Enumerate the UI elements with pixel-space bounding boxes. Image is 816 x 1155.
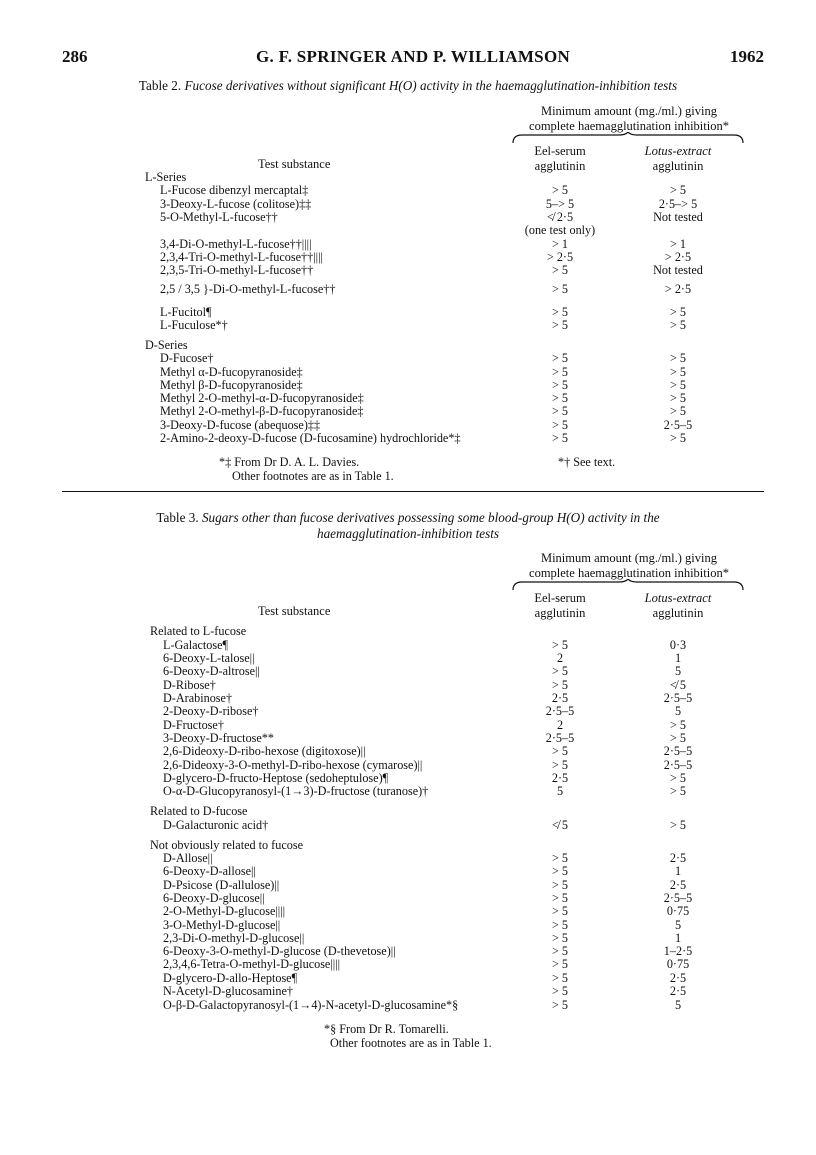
table2-row [0,171,816,184]
table3-row [0,732,816,745]
table3-row-substance: 6-Deoxy-D-glucose|| [163,891,265,905]
table3-row [0,892,816,905]
table3-row [0,985,816,998]
table3-row-lotus-value: 2·5–5 [663,691,693,705]
table2-row-lotus-value: > 5 [669,431,686,445]
table2-row [0,264,816,277]
table2-row [0,339,816,352]
table3-row [0,759,816,772]
table2-row [0,432,816,445]
table3-row [0,932,816,945]
table3-row-lotus-value: 0·75 [666,957,690,971]
table3-row-eel-value: > 5 [551,638,568,652]
table3-row-eel-value: > 5 [551,664,568,678]
table2-row-substance: 5-O-Methyl-L-fucose†† [160,210,278,224]
table2-row-substance: Methyl β-D-fucopyranoside‡ [160,378,303,392]
table3-row-substance: O-α-D-Glucopyranosyl-(1→3)-D-fructose (turanose)† [163,784,429,798]
table3-row-substance: D-Psicose (D-allulose)|| [163,878,280,892]
table2-row-substance: L-Fucitol¶ [160,305,212,319]
table3-caption-label: Table 3. [156,510,199,525]
table3-test-substance-heading: Test substance [258,604,331,618]
table3-row-lotus-value: 1–2·5 [663,944,693,958]
table3-row-eel-value: > 5 [551,931,568,945]
table3-row-substance: Not obviously related to fucose [150,838,303,852]
table3-row-eel-value: > 5 [551,891,568,905]
table2-row [0,238,816,251]
table3-row [0,785,816,798]
table2-row-substance: 3-Deoxy-L-fucose (colitose)‡‡ [160,197,312,211]
table2-minamount-heading [503,104,755,134]
table2-row-eel-value: (one test only) [524,223,596,237]
table3-footnote-other: Other footnotes are as in Table 1. [330,1036,492,1050]
table3-row-eel-value: > 5 [551,971,568,985]
table3-row-substance: 6-Deoxy-3-O-methyl-D-glucose (D-thevetose)|| [163,944,396,958]
table3-row [0,852,816,865]
table3-row-lotus-value: 0·75 [666,904,690,918]
table3-row-substance: 2,3-Di-O-methyl-D-glucose|| [163,931,305,945]
table2-col-lotus [630,144,726,174]
table2-col-lotus-line1: Lotus-extract [644,144,712,158]
table3-row-substance: L-Galactose¶ [163,638,229,652]
table3-row-eel-value: > 5 [551,851,568,865]
table3-row-lotus-value: ≮ 5 [669,678,686,692]
table3-heading-brace [512,579,744,591]
table3-row [0,705,816,718]
table2-row-eel-value: > 5 [551,431,568,445]
table3-col-lotus-line2: agglutinin [652,606,704,620]
table3-row [0,972,816,985]
table3-row [0,919,816,932]
table3-row [0,665,816,678]
table2-row-eel-value: > 5 [551,183,568,197]
table3-row [0,999,816,1012]
table3-row-lotus-value: 5 [674,704,682,718]
table2-row-eel-value: > 5 [551,351,568,365]
table2-row-lotus-value: Not tested [653,263,703,277]
table2-row-lotus-value: Not tested [653,210,703,224]
table2-row-substance: 2,3,4-Tri-O-methyl-L-fucose††|||| [160,250,323,264]
table2-minamount-line1: Minimum amount (mg./ml.) giving [540,104,718,118]
table3-row-substance: D-Ribose† [163,678,216,692]
table3-row [0,879,816,892]
table3-row [0,719,816,732]
table2-row-substance: Methyl 2-O-methyl-α-D-fucopyranoside‡ [160,391,364,405]
table3-row [0,945,816,958]
table2-row-eel-value: > 5 [551,418,568,432]
table3-row [0,839,816,852]
table3-row-substance: 3-O-Methyl-D-glucose|| [163,918,281,932]
table3-row [0,679,816,692]
table2-row-eel-value: > 5 [551,378,568,392]
table3-row-substance: 6-Deoxy-D-allose|| [163,864,256,878]
table3-row-eel-value: > 5 [551,678,568,692]
table2-heading-brace [512,132,744,144]
table2-row [0,224,816,237]
table3-row-substance: D-glycero-D-allo-Heptose¶ [163,971,298,985]
table3-row-eel-value: 2·5–5 [545,731,575,745]
table2-row-eel-value: > 1 [551,237,568,251]
table2-col-eel-line1: Eel-serum [534,144,586,158]
table2-row-lotus-value: > 5 [669,305,686,319]
table3-row-lotus-value: 2·5 [669,851,687,865]
table3-row-substance: 3-Deoxy-D-fructose** [163,731,275,745]
table3-row-substance: D-Allose|| [163,851,213,865]
table2-row-eel-value: > 5 [551,404,568,418]
table2-row-lotus-value: > 5 [669,318,686,332]
section-divider [62,491,764,492]
table3-row-substance: O-β-D-Galactopyranosyl-(1→4)-N-acetyl-D-glucosamine*§ [163,998,459,1012]
table2-row-substance: 2-Amino-2-deoxy-D-fucose (D-fucosamine) hydrochloride*‡ [160,431,461,445]
table3-row-eel-value: 2·5 [551,691,569,705]
table2-row-eel-value: > 5 [551,263,568,277]
table2-row-substance: 2,3,5-Tri-O-methyl-L-fucose†† [160,263,314,277]
table3-row-substance: D-Arabinose† [163,691,233,705]
table3-footnote-tomarelli: *§ From Dr R. Tomarelli. [324,1022,449,1036]
table3-row-eel-value: 2 [556,718,564,732]
table2-row-lotus-value: > 2·5 [664,282,692,296]
table2-row [0,366,816,379]
table2-caption-label: Table 2. [138,78,182,93]
table3-row-eel-value: 2·5 [551,771,569,785]
page-header [62,47,764,69]
table3-row-lotus-value: 1 [674,864,682,878]
table3-row-lotus-value: > 5 [669,731,686,745]
table3-row-eel-value: > 5 [551,918,568,932]
table3-row [0,958,816,971]
table3-row-lotus-value: 2·5 [669,971,687,985]
table2-caption-text: Fucose derivatives without significant H(O) activity in the haemagglutination-inhibition tests [184,78,678,93]
table3-row-eel-value: > 5 [551,944,568,958]
table2-row-lotus-value: > 2·5 [664,250,692,264]
table3-row [0,639,816,652]
table3-col-eel [519,591,601,621]
table3-row-eel-value: > 5 [551,984,568,998]
table3-row-eel-value: > 5 [551,864,568,878]
table3-minamount-heading [503,551,755,581]
table3-row-lotus-value: > 5 [669,771,686,785]
table2-row [0,184,816,197]
year: 1962 [730,47,764,66]
table2-row-substance: L-Fuculose*† [160,318,228,332]
table2-row-eel-value: ≮ 2·5 [546,210,574,224]
table3-row-lotus-value: 5 [674,664,682,678]
table3-row [0,905,816,918]
table2-row-eel-value: 5–> 5 [545,197,575,211]
table3-row-lotus-value: 5 [674,918,682,932]
table3-row-lotus-value: 2·5 [669,984,687,998]
table3-row-substance: 6-Deoxy-L-talose|| [163,651,255,665]
table3-row-substance: 2-O-Methyl-D-glucose|||| [163,904,286,918]
table3-row-lotus-value: 2·5 [669,878,687,892]
table3-row-substance: 2,6-Dideoxy-D-ribo-hexose (digitoxose)|| [163,744,366,758]
table2-row-lotus-value: 2·5–> 5 [658,197,698,211]
table2-footnote-davies: *‡ From Dr D. A. L. Davies. [219,455,360,469]
table2-row-lotus-value: > 1 [669,237,686,251]
table3-row-lotus-value: 0·3 [669,638,687,652]
table2-row-substance: Methyl 2-O-methyl-β-D-fucopyranoside‡ [160,404,364,418]
running-authors: G. F. SPRINGER AND P. WILLIAMSON [255,47,571,66]
table3-row-eel-value: ≮ 5 [551,818,568,832]
table3-row-substance: D-Fructose† [163,718,224,732]
table3-row-lotus-value: 2·5–5 [663,758,693,772]
table2-row-substance: 3-Deoxy-D-fucose (abequose)‡‡ [160,418,321,432]
table2-row-lotus-value: > 5 [669,404,686,418]
table2-row-substance: 2,5 / 3,5 }-Di-O-methyl-L-fucose†† [160,282,336,296]
table2-col-eel-line2: agglutinin [534,159,586,173]
table3-col-eel-line2: agglutinin [534,606,586,620]
table3-row-eel-value: 2·5–5 [545,704,575,718]
table2-test-substance-heading: Test substance [258,157,331,171]
table2-row [0,379,816,392]
table3-row-eel-value: > 5 [551,957,568,971]
table3-col-lotus [630,591,726,621]
table3-row-substance: 2,3,4,6-Tetra-O-methyl-D-glucose|||| [163,957,341,971]
table2-row-substance: L-Series [145,170,187,184]
table2-row-lotus-value: > 5 [669,183,686,197]
table3-row-substance: Related to D-fucose [150,804,248,818]
table2-row [0,306,816,319]
table3-row-substance: D-glycero-D-fructo-Heptose (sedoheptulose)¶ [163,771,389,785]
table3-row-eel-value: 5 [556,784,564,798]
table2-row-eel-value: > 5 [551,318,568,332]
table3-minamount-line2: complete haemagglutination inhibition* [529,566,729,580]
table2-row-lotus-value: > 5 [669,391,686,405]
table2-row-substance: D-Fucose† [160,351,214,365]
table3-row-substance: 2-Deoxy-D-ribose† [163,704,259,718]
table3-row [0,745,816,758]
table2-row-substance: Methyl α-D-fucopyranoside‡ [160,365,303,379]
table2-row-eel-value: > 5 [551,391,568,405]
table2-minamount-line2: complete haemagglutination inhibition* [529,119,729,133]
table3-row-lotus-value: 1 [674,931,682,945]
table3-row [0,652,816,665]
table3-row [0,865,816,878]
table3-row-eel-value: > 5 [551,744,568,758]
table3-row-lotus-value: > 5 [669,818,686,832]
table3-row [0,819,816,832]
table2-row-substance: L-Fucose dibenzyl mercaptal‡ [160,183,309,197]
table2-footnote-see-text: *† See text. [558,455,616,469]
table3-row-lotus-value: 2·5–5 [663,744,693,758]
table2-row-eel-value: > 2·5 [546,250,574,264]
table2-row [0,319,816,332]
table3-caption-line2: haemagglutination-inhibition tests [316,526,500,541]
table2-row-substance: 3,4-Di-O-methyl-L-fucose††|||| [160,237,312,251]
table2-footnote-other: Other footnotes are as in Table 1. [232,469,394,483]
table3-row-lotus-value: > 5 [669,718,686,732]
table3-row-lotus-value: > 5 [669,784,686,798]
table2-row [0,392,816,405]
table3-row-substance: Related to L-fucose [150,624,247,638]
table2-row [0,405,816,418]
table2-row [0,352,816,365]
table3-row-eel-value: > 5 [551,904,568,918]
table3-row [0,625,816,638]
table3-row-substance: 2,6-Dideoxy-3-O-methyl-D-ribo-hexose (cymarose)|| [163,758,423,772]
table2-row-lotus-value: > 5 [669,378,686,392]
table3-row-lotus-value: 5 [674,998,682,1012]
table3-caption-line1: Sugars other than fucose derivatives possessing some blood-group H(O) activity in the [201,510,660,525]
table3-row-eel-value: > 5 [551,998,568,1012]
table2-row-lotus-value: > 5 [669,351,686,365]
table3-row-lotus-value: 2·5–5 [663,891,693,905]
table2-row-eel-value: > 5 [551,282,568,296]
table3-caption [0,510,816,542]
table3-col-lotus-line1: Lotus-extract [644,591,712,605]
table2-caption [0,78,816,94]
table2-row [0,283,816,296]
table3-row [0,692,816,705]
table3-row-lotus-value: 1 [674,651,682,665]
table3-row-eel-value: 2 [556,651,564,665]
table2-row [0,211,816,224]
table3-row [0,805,816,818]
table3-col-eel-line1: Eel-serum [534,591,586,605]
page-number: 286 [62,47,88,66]
table3-minamount-line1: Minimum amount (mg./ml.) giving [540,551,718,565]
table3-row-substance: 6-Deoxy-D-altrose|| [163,664,260,678]
table2-row-eel-value: > 5 [551,365,568,379]
table2-col-lotus-line2: agglutinin [652,159,704,173]
table2-col-eel [519,144,601,174]
table3-row-eel-value: > 5 [551,878,568,892]
table2-row-lotus-value: > 5 [669,365,686,379]
table3-row-substance: D-Galacturonic acid† [163,818,269,832]
table3-row-substance: N-Acetyl-D-glucosamine† [163,984,293,998]
table2-row-eel-value: > 5 [551,305,568,319]
table2-row-substance: D-Series [145,338,188,352]
table3-row-eel-value: > 5 [551,758,568,772]
table2-row-lotus-value: 2·5–5 [663,418,693,432]
